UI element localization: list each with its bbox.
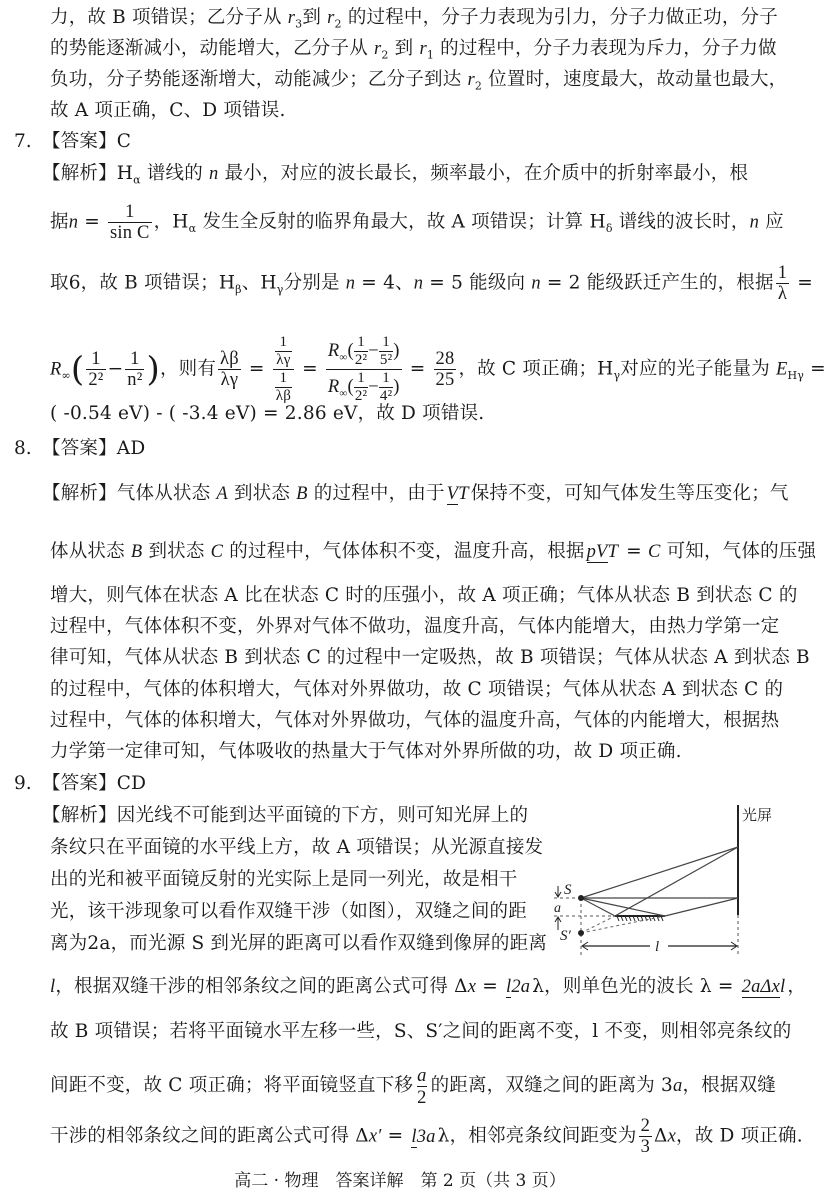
fraction-28-25: $\frac{28}{25}$ <box>435 349 455 390</box>
fraction-1-over-lambda: $\frac{1}{\lambda}$ <box>777 263 788 304</box>
fraction-rydberg: $R_\infty$( $\frac{1}{\text{2²}}$ − $\frac{1}{\text{5²}}$ ) $R_\infty$( $\frac{1}{\text{2²}}$ − $\frac{1}{\text{4²}}$ ) <box>327 334 400 404</box>
q9-answer: 【答案】CD <box>42 773 147 794</box>
q7-analysis-1: 【解析】$H_\alpha$ 谱线的 n 最小，对应的波长最长，频率最小，在介质中的折射率最小，根 <box>42 163 749 187</box>
virtual-rays <box>581 916 665 933</box>
gap-arrow-down-icon <box>555 886 561 897</box>
q9-analysis-6: l，根据双缝干涉的相邻条纹之间的距离公式可得 Δx = l2a λ，则单色光的波长 λ = 2aΔxl ， <box>50 976 807 997</box>
source-label: S <box>564 882 572 898</box>
q7-number: 7. <box>14 131 32 152</box>
q8-analysis-5: 律可知，气体从状态 B 到状态 C 的过程中一定吸热，故 B 项错误；气体从状态 A 到状态 B <box>50 647 810 668</box>
q8-analysis-8: 力学第一定律可知，气体吸收的热量大于气体对外界所做的功，故 D 项正确. <box>50 741 682 762</box>
q8-number: 8. <box>14 438 32 459</box>
gap-label: a <box>554 901 561 916</box>
q7-analysis-3: 取6，故 B 项错误；$H_\beta$、$H_\gamma$分别是 n = 4、n = 5 能级向 n = 2 能级跃迁产生的，根据 $\frac{1}{\lambda}$ = <box>50 263 813 304</box>
q8-analysis-1: 【解析】气体从状态 A 到状态 B 的过程中，由于 VT 保持不变，可知气体发生等压变化；气 <box>42 483 789 504</box>
q7-analysis-4: $R_\infty$( $\frac{1}{\text{2²}}$ − $\frac{1}{\text{n²}}$ )，则有 $\frac{\lambda\beta}{\lambda\gamma}$ = $\frac{\frac{1}{\lambda\gamma}}{\frac{1}{\lambda\beta}}$ = $R_\infty$( $\frac{1}{\text{2²}}$ − $\frac{1}{\text{5²}}$ ) $R_\infty$( $\frac{1}{\text{2²}}$ − $\frac{1}{\text{4²}}$ ) = $\frac{28}{25}$ ，故 C 项正确；$H_\gamma$对应的光子能量为 $E_{H\gamma}$ = <box>50 334 826 404</box>
q9-number: 9. <box>14 773 32 794</box>
q6-line-3: 负功，分子势能逐渐增大，动能减少；乙分子到达 $r_2$ 位置时，速度最大，故动量也最大， <box>50 69 788 93</box>
fraction-compound: $\frac{\frac{1}{\lambda\gamma}}{\frac{1}{\lambda\beta}}$ <box>273 334 294 405</box>
q8-analysis-6: 的过程中，气体的体积增大，气体对外界做功，故 C 项错误；气体从状态 A 到状态 C 的 <box>50 679 784 700</box>
page-footer: 高二 · 物理 答案详解 第 2 页（共 3 页） <box>234 1171 566 1191</box>
q7-analysis-5: ( -0.54 eV) - ( -3.4 eV) = 2.86 eV，故 D 项错误. <box>50 403 485 424</box>
mirror-interference-figure <box>550 790 800 970</box>
fraction-lambda-ratio: $\frac{\lambda\beta}{\lambda\gamma}$ <box>220 349 239 390</box>
light-rays <box>581 847 738 916</box>
q8-answer: 【答案】AD <box>42 438 146 459</box>
q8-analysis-3: 增大，则气体在状态 A 比在状态 C 时的压强小，故 A 项正确；气体从状态 B 到状态 C 的 <box>50 585 798 606</box>
q6-line-1: 力，故 B 项错误；乙分子从 $r_3$到 $r_2$ 的过程中，分子力表现为引力，分子力做正功，分子 <box>50 7 778 31</box>
q9-analysis-1: 【解析】因光线不可能到达平面镜的下方，则可知光屏上的 <box>42 805 529 826</box>
fraction-1-over-sinC: $\frac{1}{\text{sin C}}$ <box>110 202 150 243</box>
q9-analysis-4: 光，该干涉现象可以看作双缝干涉（如图），双缝之间的距 <box>50 901 527 922</box>
q7-analysis-2: 据n = $\frac{1}{\text{sin C}}$ ，$H_\alpha$ 发生全反射的临界角最大，故 A 项错误；计算 $H_\delta$ 谱线的波长时，n 应 <box>50 202 784 243</box>
image-label: S′ <box>560 928 571 944</box>
q9-analysis-9: 干涉的相邻条纹之间的距离公式可得 Δx′ = l3a λ，相邻亮条纹间距变为 $\frac{2}{3}$ Δx，故 D 项正确. <box>50 1116 803 1157</box>
q9-analysis-2: 条纹只在平面镜的水平线上方，故 A 项错误；从光源直接发 <box>50 837 544 858</box>
q9-analysis-3: 出的光和被平面镜反射的光实际上是同一列光，故是相干 <box>50 869 518 890</box>
image-point <box>578 930 584 936</box>
q8-analysis-7: 过程中，气体的体积增大，气体对外界做功，气体的温度升高，气体的内能增大，根据热 <box>50 710 780 731</box>
q9-analysis-5: 离为2a，而光源 S 到光屏的距离可以看作双缝到像屏的距离 <box>50 933 548 954</box>
q7-answer: 【答案】C <box>42 131 132 152</box>
screen-label: 光屏 <box>742 808 773 824</box>
q9-analysis-7: 故 B 项错误；若将平面镜水平左移一些，S、S′之间的距离不变，l 不变，则相邻亮条纹的 <box>50 1021 792 1042</box>
q8-analysis-4: 过程中，气体体积不变，外界对气体不做功，温度升高，气体内能增大，由热力学第一定 <box>50 616 780 637</box>
q8-analysis-2: 体从状态 B 到状态 C 的过程中，气体体积不变，温度升高，根据 pVT = C 可知，气体的压强 <box>50 541 817 562</box>
source-point <box>578 895 584 901</box>
q6-line-4: 故 A 项正确，C、D 项错误. <box>50 100 286 121</box>
distance-label: l <box>655 939 660 955</box>
q9-analysis-8: 间距不变，故 C 项正确；将平面镜竖直下移 $\frac{a}{2}$ 的距离，双缝之间的距离为 3a，根据双缝 <box>50 1066 776 1108</box>
q6-line-2: 的势能逐渐减小，动能增大，乙分子从 $r_2$ 到 $r_1$ 的过程中，分子力表现为斥力，分子力做 <box>50 38 777 62</box>
